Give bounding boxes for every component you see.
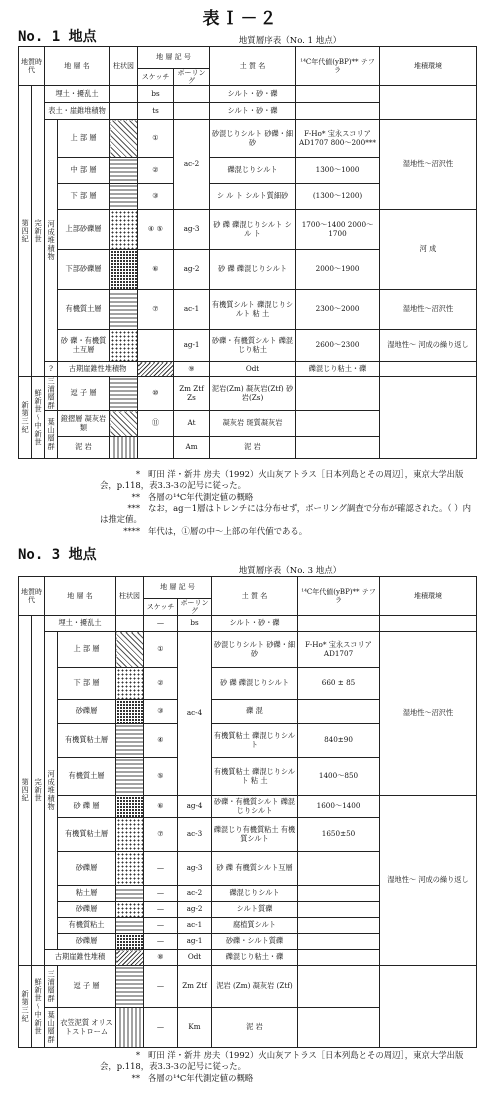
c14-age: 1650±50 bbox=[298, 818, 380, 852]
layer-name: 有機質土層 bbox=[58, 758, 116, 796]
soil-name: 腐植質シルト bbox=[212, 918, 298, 934]
soil-name: 礫混じりシルト bbox=[210, 158, 296, 184]
boring-symbol: Zm Ztf bbox=[178, 966, 212, 1008]
soil-name: 砂 礫 礫混じりシルト bbox=[210, 250, 296, 290]
c14-age: (1300〜1200) bbox=[296, 184, 380, 210]
sketch-symbol: — bbox=[144, 902, 178, 918]
sketch-symbol: — bbox=[144, 934, 178, 950]
column-cell bbox=[110, 437, 138, 459]
era-tertiary: 新第三紀 bbox=[19, 377, 32, 459]
header-column: 柱状図 bbox=[116, 577, 144, 616]
sketch-symbol: — bbox=[144, 852, 178, 886]
site1-caption: 地質層序表（No. 1 地点） bbox=[238, 36, 342, 46]
layer-name: 下部砂礫層 bbox=[58, 250, 110, 290]
sketch-symbol: ⑥ bbox=[144, 796, 178, 818]
header-layer: 地 層 名 bbox=[45, 47, 110, 86]
sketch-symbol: — bbox=[144, 918, 178, 934]
c14-age: 1400〜850 bbox=[298, 758, 380, 796]
c14-age bbox=[296, 86, 380, 103]
layer-name: 有機質粘土層 bbox=[58, 724, 116, 758]
soil-name: 泥岩(Zm) 凝灰岩(Ztf) 砂岩(Zs) bbox=[210, 377, 296, 411]
column-cell bbox=[110, 330, 138, 362]
boring-symbol: Am bbox=[174, 437, 210, 459]
column-cell bbox=[110, 86, 138, 103]
layer-name: 有機質粘土層 bbox=[58, 818, 116, 852]
column-cell bbox=[110, 290, 138, 330]
c14-age bbox=[298, 950, 380, 966]
group-miura: 三浦層群 bbox=[45, 377, 58, 411]
boring-symbol: ac-2 bbox=[178, 886, 212, 902]
layer-name: 古期崖錐性堆積 bbox=[45, 950, 116, 966]
era-quaternary: 第四紀 bbox=[19, 86, 32, 377]
era-holocene: 完新世 bbox=[32, 86, 45, 377]
note-line: ** 各層の¹⁴C年代測定値の概略 bbox=[131, 491, 254, 502]
column-cell bbox=[116, 902, 144, 918]
column-cell bbox=[116, 700, 144, 724]
column-cell bbox=[110, 184, 138, 210]
sketch-symbol: ⑧ bbox=[144, 950, 178, 966]
column-cell bbox=[138, 362, 174, 377]
column-cell bbox=[116, 918, 144, 934]
column-cell bbox=[116, 852, 144, 886]
soil-name: シルト・砂・礫 bbox=[210, 103, 296, 120]
env-cell: 湿地性〜沼沢性 bbox=[380, 120, 477, 210]
sketch-symbol bbox=[138, 330, 174, 362]
sketch-symbol bbox=[138, 437, 174, 459]
boring-symbol: ag-2 bbox=[178, 902, 212, 918]
header-env: 堆積環境 bbox=[380, 577, 477, 616]
column-cell bbox=[116, 818, 144, 852]
note-line: * 町田 洋・新井 房夫（1992）火山灰アトラス［日本列島とその周辺］，東京大学出版会，p.118，表3.3-3の記号に従った。 bbox=[100, 469, 464, 491]
column-cell bbox=[110, 250, 138, 290]
sketch-symbol: ⑥ bbox=[138, 250, 174, 290]
column-cell bbox=[116, 966, 144, 1008]
boring-symbol bbox=[174, 86, 210, 103]
group-hayama: 葉山層群 bbox=[45, 411, 58, 459]
c14-age bbox=[296, 103, 380, 120]
group-fluvial: 河成堆積物 bbox=[45, 632, 58, 950]
header-c14: ¹⁴C年代値(yBP)** テフラ bbox=[298, 577, 380, 616]
sketch-symbol: — bbox=[144, 886, 178, 902]
sketch-symbol: ⑪ bbox=[138, 411, 174, 437]
c14-age bbox=[298, 902, 380, 918]
era-miocene: 鮮新世〜中新世 bbox=[32, 966, 45, 1048]
c14-age: F-Ho* 宝永スコリア AD1707 800〜200*** bbox=[296, 120, 380, 158]
layer-name: 上 部 層 bbox=[58, 120, 110, 158]
site1-notes bbox=[100, 469, 475, 537]
layer-name: 砂礫層 bbox=[58, 902, 116, 918]
layer-name: 下 部 層 bbox=[58, 668, 116, 700]
layer-name: 砂礫層 bbox=[58, 934, 116, 950]
c14-age: 1700〜1400 2000〜1700 bbox=[296, 210, 380, 250]
sketch-symbol: ⑦ bbox=[144, 818, 178, 852]
soil-name: 泥岩 (Zm) 凝灰岩 (Ztf) bbox=[212, 966, 298, 1008]
boring-symbol: Odt bbox=[210, 362, 296, 377]
column-cell bbox=[116, 632, 144, 668]
boring-symbol: ag-4 bbox=[178, 796, 212, 818]
boring-symbol: ac-4 bbox=[178, 632, 212, 796]
c14-age bbox=[298, 966, 380, 1008]
env-cell: 湿地性〜 河成の繰り返し bbox=[380, 330, 477, 362]
sketch-symbol: ① bbox=[144, 632, 178, 668]
boring-symbol: Km bbox=[178, 1008, 212, 1048]
sketch-symbol: bs bbox=[138, 86, 174, 103]
boring-symbol: Odt bbox=[178, 950, 212, 966]
layer-name: 衣笠泥質 オリストストローム bbox=[58, 1008, 116, 1048]
sketch-symbol: — bbox=[144, 966, 178, 1008]
env-cell bbox=[380, 377, 477, 459]
c14-age: 1300〜1000 bbox=[296, 158, 380, 184]
sketch-symbol: ③ bbox=[138, 184, 174, 210]
layer-name: 上 部 層 bbox=[58, 632, 116, 668]
soil-name: 泥 岩 bbox=[210, 437, 296, 459]
site3-stratigraphy-table bbox=[18, 576, 477, 1048]
soil-name: 有機質シルト 礫混じりシルト 粘 土 bbox=[210, 290, 296, 330]
boring-symbol: At bbox=[174, 411, 210, 437]
layer-name: 泥 岩 bbox=[58, 437, 110, 459]
layer-name: 砂礫層 bbox=[58, 852, 116, 886]
header-column: 柱状図 bbox=[110, 47, 138, 86]
c14-age bbox=[298, 616, 380, 632]
header-sketch: スケッチ bbox=[144, 599, 178, 616]
c14-age bbox=[298, 918, 380, 934]
boring-symbol: ac-3 bbox=[178, 818, 212, 852]
c14-age: F-Ho* 宝永スコリア AD1707 bbox=[298, 632, 380, 668]
c14-age bbox=[296, 411, 380, 437]
layer-name: 有機質土層 bbox=[58, 290, 110, 330]
column-cell bbox=[110, 158, 138, 184]
c14-age bbox=[296, 437, 380, 459]
header-sketch: スケッチ bbox=[138, 69, 174, 86]
boring-symbol: ag-3 bbox=[178, 852, 212, 886]
column-cell bbox=[116, 758, 144, 796]
boring-symbol: ag-1 bbox=[178, 934, 212, 950]
soil-name: 砂混じりシルト 砂礫・細砂 bbox=[212, 632, 298, 668]
sketch-symbol: ⑤ bbox=[144, 758, 178, 796]
column-cell bbox=[110, 103, 138, 120]
sketch-symbol: ② bbox=[144, 668, 178, 700]
layer-name: 上部砂礫層 bbox=[58, 210, 110, 250]
env-cell bbox=[380, 616, 477, 632]
site3-label: No. 3 地点 bbox=[18, 547, 97, 563]
site1-label: No. 1 地点 bbox=[18, 29, 97, 45]
group-miura: 三浦層群 bbox=[45, 966, 58, 1008]
soil-name: シ ル ト シルト質細砂 bbox=[210, 184, 296, 210]
c14-age: 2000〜1900 bbox=[296, 250, 380, 290]
layer-name: 逗 子 層 bbox=[58, 966, 116, 1008]
header-boring: ボーリング bbox=[178, 599, 212, 616]
env-cell: 湿地性〜 河成の繰り返し bbox=[380, 796, 477, 966]
sketch-symbol: ③ bbox=[144, 700, 178, 724]
era-quaternary: 第四紀 bbox=[19, 616, 32, 966]
soil-name: 砂混じりシルト 砂礫・細砂 bbox=[210, 120, 296, 158]
layer-name: 砂 礫・有機質土互層 bbox=[58, 330, 110, 362]
env-cell: 湿地性〜沼沢性 bbox=[380, 632, 477, 796]
soil-name: シルト・砂・礫 bbox=[212, 616, 298, 632]
column-cell bbox=[110, 377, 138, 411]
sketch-symbol: ⑨ bbox=[174, 362, 210, 377]
header-soil: 土 質 名 bbox=[212, 577, 298, 616]
sketch-symbol: — bbox=[144, 616, 178, 632]
sketch-symbol: ④ bbox=[144, 724, 178, 758]
c14-age bbox=[298, 852, 380, 886]
header-env: 堆積環境 bbox=[380, 47, 477, 86]
soil-name: 礫混じり有機質粘土 有機質シルト bbox=[212, 818, 298, 852]
boring-symbol: ac-2 bbox=[174, 120, 210, 210]
env-cell: 湿地性〜沼沢性 bbox=[380, 290, 477, 330]
note-line: **** 年代は，①層の中〜上部の年代値である。 bbox=[123, 525, 308, 536]
sketch-symbol: ts bbox=[138, 103, 174, 120]
soil-name: シルト質礫 bbox=[212, 902, 298, 918]
header-era: 地質時代 bbox=[19, 47, 45, 86]
layer-name: 粘土層 bbox=[58, 886, 116, 902]
c14-age bbox=[298, 886, 380, 902]
hayama-sub: 鐙摺層 bbox=[60, 414, 83, 424]
sketch-symbol: ⑩ bbox=[138, 377, 174, 411]
layer-name: 下 部 層 bbox=[58, 184, 110, 210]
soil-name: 砂 礫 礫混じりシルト bbox=[212, 668, 298, 700]
c14-age: 840±90 bbox=[298, 724, 380, 758]
soil-name: 有機質粘土 礫混じりシルト bbox=[212, 724, 298, 758]
boring-symbol: Zm Ztf Zs bbox=[174, 377, 210, 411]
soil-name: 有機質粘土 礫混じりシルト 粘 土 bbox=[212, 758, 298, 796]
boring-symbol: ac-1 bbox=[178, 918, 212, 934]
boring-symbol: ag-1 bbox=[174, 330, 210, 362]
sketch-symbol: ④ ⑤ bbox=[138, 210, 174, 250]
header-symbol: 地 層 記 号 bbox=[138, 47, 210, 69]
column-cell bbox=[110, 210, 138, 250]
soil-name: 砂礫・有機質シルト 礫混じりシルト bbox=[212, 796, 298, 818]
header-boring: ボーリング bbox=[174, 69, 210, 86]
site3-caption: 地質層序表（No. 3 地点） bbox=[238, 566, 342, 576]
q-mark: ? bbox=[45, 362, 58, 377]
layer-name: 表土・崖錐堆積物 bbox=[45, 103, 110, 120]
soil-name: 礫混じり粘土・礫 bbox=[212, 950, 298, 966]
soil-name: 砂 礫 有機質シルト互層 bbox=[212, 852, 298, 886]
header-soil: 土 質 名 bbox=[210, 47, 296, 86]
column-cell bbox=[116, 934, 144, 950]
site1-stratigraphy-table bbox=[18, 46, 477, 459]
column-cell bbox=[116, 668, 144, 700]
layer-name: 逗 子 層 bbox=[58, 377, 110, 411]
layer-name: 中 部 層 bbox=[58, 158, 110, 184]
c14-age: 1600〜1400 bbox=[298, 796, 380, 818]
sketch-symbol: — bbox=[144, 1008, 178, 1048]
era-holocene: 完新世 bbox=[32, 616, 45, 966]
c14-age: 2300〜2000 bbox=[296, 290, 380, 330]
column-cell bbox=[116, 616, 144, 632]
boring-symbol: ag-3 bbox=[174, 210, 210, 250]
sketch-symbol: ① bbox=[138, 120, 174, 158]
env-cell: 河 成 bbox=[380, 210, 477, 290]
note-line: ** 各層の¹⁴C年代測定値の概略 bbox=[131, 1072, 254, 1083]
boring-symbol: bs bbox=[178, 616, 212, 632]
soil-name: 礫混じり粘土・礫 bbox=[296, 362, 380, 377]
soil-name: 砂礫・有機質シルト 礫混じり粘土 bbox=[210, 330, 296, 362]
env-cell bbox=[380, 86, 477, 120]
c14-age: 2600〜2300 bbox=[296, 330, 380, 362]
note-line: *** なお，ag－1層はトレンチには分布せず，ボーリング調査で分布が確認された。（ ）内は推定値。 bbox=[100, 503, 471, 525]
column-cell bbox=[110, 120, 138, 158]
soil-name: 礫 混 bbox=[212, 700, 298, 724]
column-cell bbox=[116, 724, 144, 758]
soil-name: 砂 礫 礫混じりシルト シ ル ト bbox=[210, 210, 296, 250]
sketch-symbol: ② bbox=[138, 158, 174, 184]
group-fluvial: 河成堆積物 bbox=[45, 120, 58, 362]
group-hayama: 葉山層群 bbox=[45, 1008, 58, 1048]
column-cell bbox=[110, 411, 138, 437]
c14-age bbox=[380, 362, 477, 377]
layer-name: 砂礫層 bbox=[58, 700, 116, 724]
layer-name: 埋土・擾乱土 bbox=[45, 616, 116, 632]
layer-name: 有機質粘土 bbox=[58, 918, 116, 934]
layer-name: 砂 礫 層 bbox=[58, 796, 116, 818]
column-cell bbox=[116, 950, 144, 966]
header-era: 地質時代 bbox=[19, 577, 45, 616]
c14-age bbox=[296, 377, 380, 411]
header-layer: 地 層 名 bbox=[45, 577, 116, 616]
soil-name: 礫混じりシルト bbox=[212, 886, 298, 902]
era-miocene: 鮮新世〜中新世 bbox=[32, 377, 45, 459]
column-cell bbox=[116, 796, 144, 818]
note-line: * 町田 洋・新井 房夫（1992）火山灰アトラス［日本列島とその周辺］，東京大学出版会，p.118，表3.3-3の記号に従った。 bbox=[100, 1050, 464, 1072]
column-cell bbox=[116, 1008, 144, 1048]
layer-name: 古期崖錐性堆積物 bbox=[58, 362, 138, 377]
site3-notes bbox=[100, 1050, 475, 1084]
era-tertiary: 新第三紀 bbox=[19, 966, 32, 1048]
header-c14: ¹⁴C年代値(yBP)** テフラ bbox=[296, 47, 380, 86]
layer-name-text: 凝灰岩類 bbox=[79, 414, 107, 432]
c14-age bbox=[298, 700, 380, 724]
soil-name: 凝灰岩 斑質凝灰岩 bbox=[210, 411, 296, 437]
c14-age bbox=[298, 934, 380, 950]
column-cell bbox=[116, 886, 144, 902]
boring-symbol bbox=[174, 103, 210, 120]
boring-symbol: ac-1 bbox=[174, 290, 210, 330]
env-cell bbox=[380, 966, 477, 1048]
layer-name bbox=[58, 411, 110, 437]
boring-symbol: ag-2 bbox=[174, 250, 210, 290]
sketch-symbol: ⑦ bbox=[138, 290, 174, 330]
soil-name: 砂礫・シルト質礫 bbox=[212, 934, 298, 950]
header-symbol: 地 層 記 号 bbox=[144, 577, 212, 599]
soil-name: 泥 岩 bbox=[212, 1008, 298, 1048]
layer-name: 埋土・擾乱土 bbox=[45, 86, 110, 103]
c14-age: 660 ± 85 bbox=[298, 668, 380, 700]
c14-age bbox=[298, 1008, 380, 1048]
soil-name: シルト・砂・礫 bbox=[210, 86, 296, 103]
page-title: 表Ｉ－２ bbox=[202, 9, 279, 29]
